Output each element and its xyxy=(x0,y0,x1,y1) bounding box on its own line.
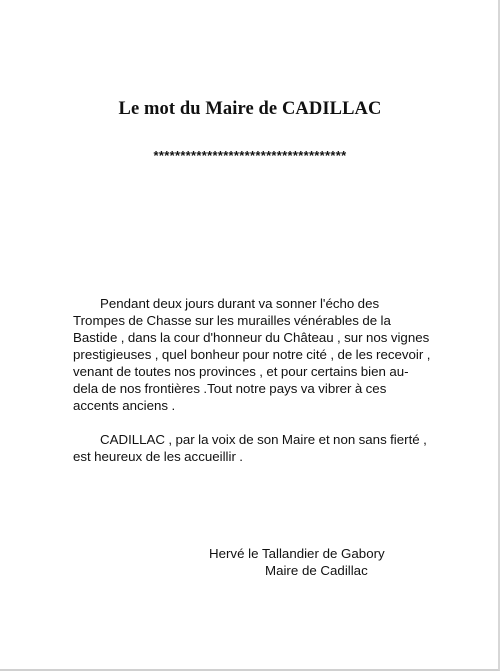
letter-body xyxy=(73,295,433,465)
paragraph-greeting: CADILLAC , par la voix de son Maire et non sans fierté , est heureux de les accueillir . xyxy=(73,432,427,464)
signature-role: Maire de Cadillac xyxy=(265,563,368,578)
paragraph-welcome: Pendant deux jours durant va sonner l'écho des Trompes de Chasse sur les murailles vénérables de la Bastide , dans la cour d'honneur du Château , sur nos vignes prestigieuses , quel bonheur pour notre cité , de les recevoir , venant de toutes nos provinces , et pour certains bien au-dela de nos frontières .Tout notre pays va vibrer à ces accents anciens . xyxy=(73,296,431,413)
signature-name: Hervé le Tallandier de Gabory xyxy=(209,546,385,561)
asterisk-separator: ************************************ xyxy=(153,148,347,163)
document-title: Le mot du Maire de CADILLAC xyxy=(118,99,382,119)
